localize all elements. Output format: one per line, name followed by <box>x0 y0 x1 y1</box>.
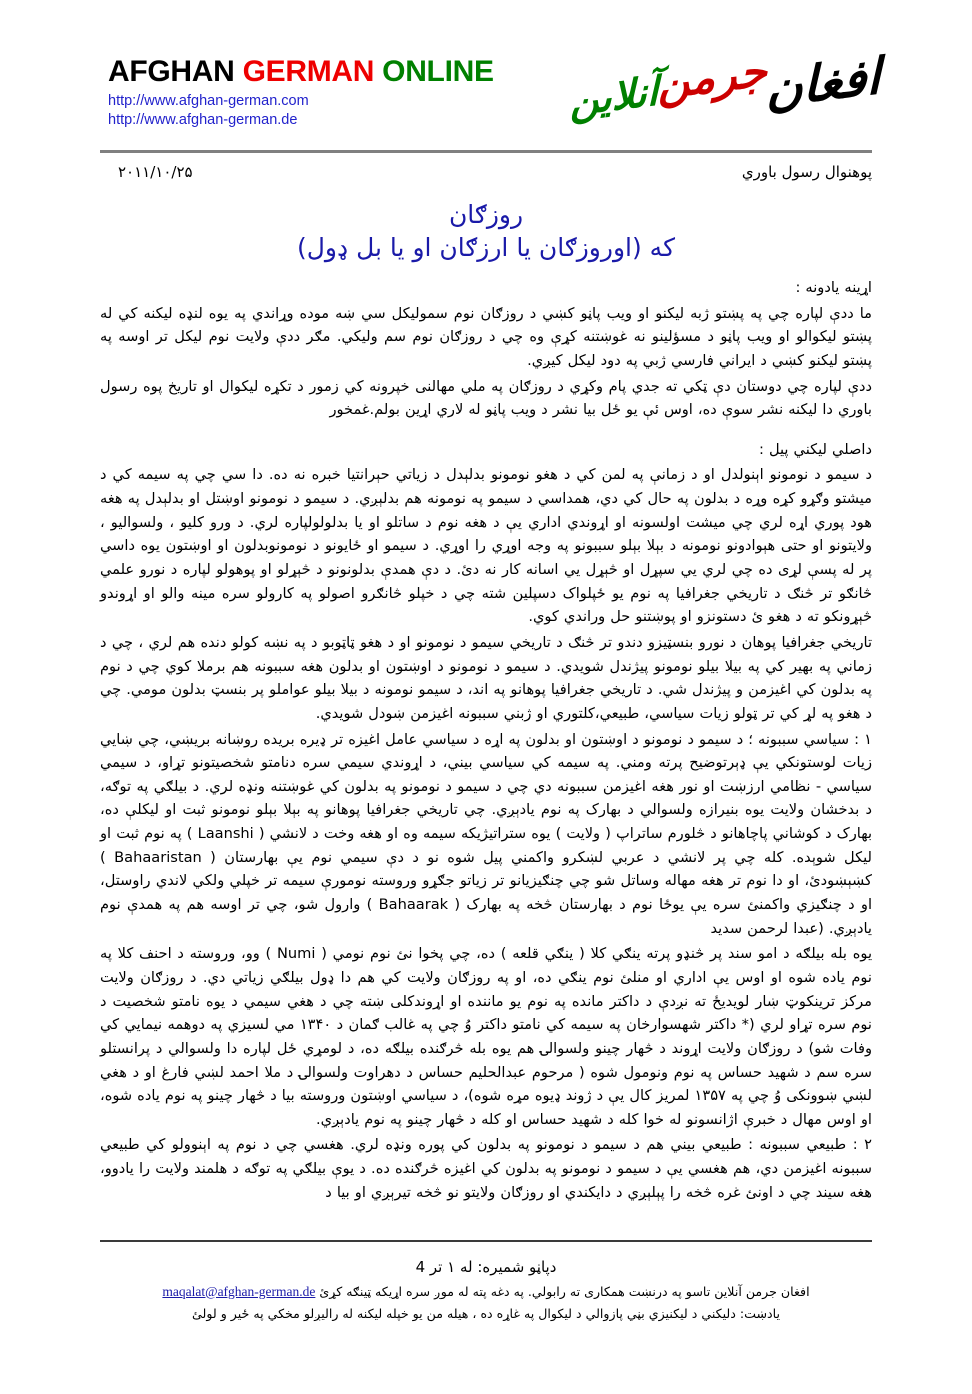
arabic-calligraphy-logo <box>550 45 881 144</box>
calligraphy-text <box>569 45 881 126</box>
header-divider <box>100 150 872 153</box>
brand-urls <box>108 92 494 130</box>
calligraphy-segment-online: آنلاین <box>569 68 659 126</box>
title-area <box>100 200 872 263</box>
calligraphy-segment-german: جرمن <box>656 45 767 110</box>
brand-word-online: ONLINE <box>382 55 494 88</box>
site-url-com[interactable]: http://www.afghan-german.com <box>108 92 309 109</box>
paragraph-5-natural-factors: ۲ : طبیعي سببونه : طبیعي بیني هم د سیمو د نومونو په بدلون کي پوره ونډه لري. هغسي چي د نوم په اېنوولو کي طبیعي سببونه اغیزمن دي، هم هغسي یې د سیمو د نومونو په بدلون کي اغیزه څرګنده ده. د یوې بیلګي په توګه د هلمند ولایت را یادوو، هغه سیند چي د اونئ غره څخه را پېلېږي د دایکندي او روزګان ولایتو نو څخه تیرېږي او بیا د <box>100 1136 872 1201</box>
calligraphy-segment-afghan: افغان <box>765 47 881 119</box>
paragraph-1: د سیمو د نومونو اېنولدل او د زمانې په لمن کي د هغو نومونو بدلېدل د زیاتي حېرانتیا خبره نه ده. دا سي چي په سیمه کي د میشتو وګړو کړه وړه د بدلون په حال کي دي، همداسي د سیمو په نومونه هم بدلېږي. د سیمو د نومونو اوښتل او بدلېدل په هغه هود پوري اړه لري چي میشت اولسونه او اړوندي اداري یې د هغه نوم د ساتلو او یا بدلولولپاره لري. د ورو کلیو ، ولسوالیو ، ولایتونو او حتی هېوادونو نومونه د بېلا بېلو سببونو په وجه اوړي را اوړي. د سیمو او ځایونو د نومونوبدلون او اوښتون یوه داسي پر له پسې لړی ده چي لري یي سپړل او څېړل یي اسانه کار نه دئ. د دې همدې بدلونونو د څېړلو او پوهولو لپاره د نورو علمي څانګو تر څنګ د تاریخي جغرافیا په نوم یو ځپلواک دسپلین شته چي د خپلو څانګرو اصولو په کارولو سره مینه والو او اړوندو څېړونکو ته د هغو ئ دستونزو او پوښتنو حل وراندي کوي. <box>100 466 872 626</box>
brand-word-afghan: AFGHAN <box>108 55 235 88</box>
footer-contact-line <box>100 1281 872 1303</box>
byline-row <box>100 163 872 191</box>
footer-disclaimer: یادښت: دلیکني د لیکنیزي بڼي پازوالي د لیکوال په غاړه ده ، هیله من یو خپله لیکنه له رالیږلو مخکي په ځیر و لولئ <box>192 1306 780 1322</box>
brand-wordmark <box>108 56 494 88</box>
brand-word-german: GERMAN <box>242 55 375 88</box>
contact-email-link[interactable]: maqalat@afghan-german.de <box>162 1283 316 1299</box>
intro-heading: اړینه یادونه : <box>795 279 872 296</box>
footer-divider <box>100 1240 872 1242</box>
spacer <box>100 424 872 438</box>
site-masthead <box>0 0 972 150</box>
intro-paragraph-2: ددې لپاره چي دوستان دې ټکي ته جدي پام وکړي د روزګان په ملي مهالنی خپرونه کي زمور د تکړه لیکوال او تاریخ پوه رسول باوري دا لیکنه نشر سوې ده، اوس ئې یو ځل بیا نشر د ویب پاڼو له لاري اړین بولم.غمخور <box>100 377 872 419</box>
footer-contact-text: افغان جرمن آنلاین تاسو په درنښت همکاری ته رابولي. په دغه پته له موږ سره اړیکه ټینګه کړئ <box>319 1283 810 1299</box>
brand-block <box>108 56 494 130</box>
page-number-label: دپاڼو شمیره: له ۱ تر 4 <box>415 1258 557 1276</box>
page-footer <box>100 1250 872 1324</box>
page-title: روزګان <box>448 200 524 229</box>
section-heading: داصلي لیکني پیل : <box>759 440 872 458</box>
page-subtitle: که (اوروزګان یا ارزګان او یا بل ډول) <box>297 232 675 262</box>
author-name: پوهنوال رسول باوري <box>741 163 872 181</box>
document-date: ۲۰۱۱/۱۰/۲۵ <box>118 163 193 181</box>
intro-paragraph: ما ددې لپاره چي په پښتو ژبه لیکنو او ویب پاڼو کښي د روزګان نوم سمولیکل سي ښه موده وړاندي په یوه لنډه لیکنه کي له پښتو لیکوالو او ویب پاڼو د مسؤلینو نه غوښتنه کړې وه چي د روزګان نوم سم ولیکي. مګر ددې ولایت نوم لیکل تر اوسه په پښتو لیکنو کښي د ایراني فارسي ژبي په دود لیکل کیږي. <box>100 304 872 369</box>
article-body <box>100 276 872 1206</box>
paragraph-4: یوه بله بیلګه د امو سند پر څنډو پرته ینګي کلا ( ینګي قلعه ) ده، چي پخوا نئ نوم نومي ( Numi ) وو، وروسته د احنف کلا په نوم یاده شوه او اوس یې اداري او منلئ نوم ینګي ده، او په روزګان ولایت کي هم دا ډول بیلګي زیاتي دي. د روزګان ولایت مرکز ترینکوټ ښار لویدیځ ته نږدې د داکتر مانده په نوم یو ماننده او اړوندکلی ښته چي د هغي سیمي د یوه نامتو شخصیت د نوم سره تړاو لري (* داکتر شهسوارخان په سیمه کي نامتو داکتر وُ چي په غالب ګمان د ۱۳۴۰ مي لسیزي په دوهمه نیمایي کي وفات شو) د روزګان ولایت اړوند د څهار چینو ولسوالۍ هم یوه بله څرګنده بیلګه ده، د لومړي ځل لپاره دا ولسوالي د پرانستلو سره سم د شهید حساس په نوم ونومول شوه ( مرحوم عبدالحلیم حساس د دهراوت ولسوالۍ د ملا احمد لښي فارغ او د هغي لښي ښوونکی وُ چي په ۱۳۵۷ لمریز کال یې د ژوند ډیوه مړه شوه)، د سیاسي اوښتون وروسته بیا د څهار چینو په نوم یاده شوه، او اوس مهال د خبرې اژانسونو له خوا کله د شهید حساس او کله د څهار چینو په نوم یادېږي. <box>100 945 873 1128</box>
paragraph-3-political-factors: ۱ : سیاسي سببونه ؛ د سیمو د نومونو د اوښتون او بدلون په اړه د سیاسي عامل اغیزه تر ډیره بریده روښانه بریښي، چي ښایي زیات لوستونکي یې ډېرتوضیح پرته ومني. په سیمه کي سیاسي بیني، د اړوندي سیمي سره دنامتو شخصیتونو تړاو، د سیمي سیاسي - نظامي ارزښت او نور هغه اغیزمن سببونه دي چي د سیمو د نومونو په بدلون کي غوښتنه ونډه لري. د بیلګي په توګه، د بدخشان ولایت یوه بنیرازه ولسوالي د بهارک په نوم یادېږي. چي تاریخي جغرافیا پوهانو په بېلا بېلو نومونو ثبت او لیکلې ده، بهارک د کوشاني پاچاهانو د څلورم ساتراپ ( ولایت ) یوه ستراتیژیکه سیمه وه او هغه وخت د لانشي ( Laanshi ) په نوم ثبت او لیکل شوېده. کله چي پر لانشي د عربي لښکرو واکمني پیل شوه نو د دې سیمي نوم یې بهارستان ( Bahaaristan ) کښېښودئ، او دا نوم تر هغه مهاله وساتل شو چي چنګیزیانو تر زیاتو جګړو وروسته نومورې سیمه تر خپلي ولکي لاندي راوستل، او د چنګیزي واکمنئ سره یې یوځا نوم د بهارستان څخه په بهارک ( Bahaarak ) وارول شو، چي تر اوسه هم په همدې نوم یادېږي. (عبدا لرحمن سدید <box>100 730 873 937</box>
paragraph-2: تاریخي جغرافیا پوهان د نورو بنسټیزو دندو تر څنګ د تاریخي سیمو د نومونو او د هغو ټاټوبو د په نښه کولو دنده هم لري ، چي د زماني په بهیر کي په بیلا بیلو نومونو پیژندل شویدي. د سیمو د نومونو د اوښتون او بدلون هغه سببونه هم برملا کوي چي د نوم په بدلون کي اغیزمن و پیژندل شي. د تاریخي جغرافیا پوهانو په اند، د سیمو نومونه د بیلا بیلو عواملو پر بنسټ بدلون مومي. چي د هغو په لړ کي تر ټولو زیات سیاسي، طبیعي،کلتوري او ژبني سببونه اغیزمن ښودل شویدي. <box>100 633 872 722</box>
site-url-de[interactable]: http://www.afghan-german.de <box>108 111 298 128</box>
